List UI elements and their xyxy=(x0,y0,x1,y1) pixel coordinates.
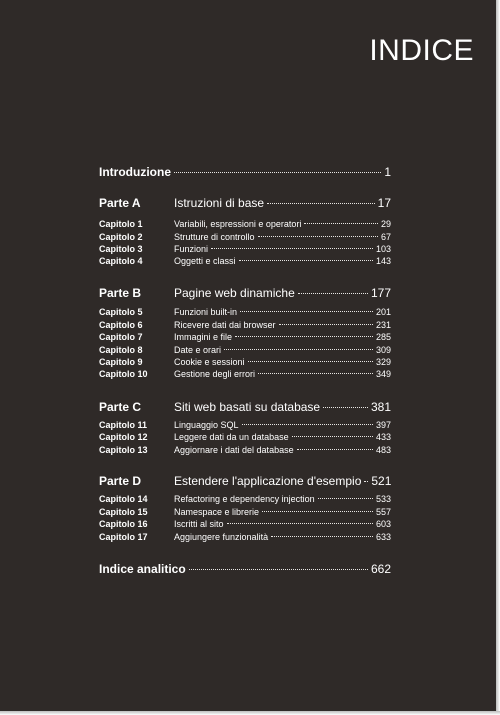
dot-leader xyxy=(211,248,373,249)
page-number: 143 xyxy=(375,256,391,266)
chapter-title: Gestione degli errori xyxy=(174,369,256,379)
toc-chapter xyxy=(99,307,391,317)
page-number: 177 xyxy=(370,286,391,300)
chapter-label: Capitolo 14 xyxy=(99,494,148,504)
dot-leader xyxy=(242,424,373,425)
chapter-title: Aggiornare i dati del database xyxy=(174,445,294,455)
part-title: Pagine web dinamiche xyxy=(174,286,295,300)
page-number: 67 xyxy=(380,232,391,242)
part-label: Parte A xyxy=(99,196,141,210)
chapter-label: Capitolo 6 xyxy=(99,320,143,330)
page-number: 483 xyxy=(375,445,391,455)
toc-part-a xyxy=(99,196,391,210)
dot-leader xyxy=(248,361,373,362)
page-number: 103 xyxy=(375,244,391,254)
dot-leader xyxy=(279,324,373,325)
toc-chapter xyxy=(99,345,391,355)
toc-chapter xyxy=(99,532,391,542)
chapter-title: Cookie e sessioni xyxy=(174,357,245,367)
dot-leader xyxy=(240,311,373,312)
chapter-label: Capitolo 16 xyxy=(99,519,148,529)
toc-chapter xyxy=(99,445,391,455)
toc-chapter xyxy=(99,507,391,517)
page-edge-shadow xyxy=(0,711,500,715)
chapter-label: Capitolo 17 xyxy=(99,532,148,542)
page-edge-shadow xyxy=(496,0,500,715)
page-number: 603 xyxy=(375,519,391,529)
page-number: 633 xyxy=(375,532,391,542)
dot-leader xyxy=(174,172,381,173)
chapter-title: Funzioni built-in xyxy=(174,307,238,317)
part-title: Istruzioni di base xyxy=(174,196,265,210)
chapter-label: Capitolo 7 xyxy=(99,332,143,342)
toc-chapter xyxy=(99,332,391,342)
dot-leader xyxy=(318,498,373,499)
toc-part-b xyxy=(99,286,391,300)
chapter-title: Aggiungere funzionalità xyxy=(174,532,269,542)
chapter-title: Namespace e librerie xyxy=(174,507,260,517)
part-title: Estendere l'applicazione d'esempio xyxy=(174,474,362,488)
page-number: 349 xyxy=(375,369,391,379)
dot-leader xyxy=(267,203,375,204)
page-number: 309 xyxy=(375,345,391,355)
page-number: 433 xyxy=(375,432,391,442)
dot-leader xyxy=(297,449,373,450)
page-number: 533 xyxy=(375,494,391,504)
toc-chapter xyxy=(99,420,391,430)
dot-leader xyxy=(298,293,368,294)
toc-chapter xyxy=(99,519,391,529)
chapter-label: Capitolo 1 xyxy=(99,219,143,229)
dot-leader xyxy=(364,481,368,482)
toc-chapter xyxy=(99,369,391,379)
chapter-label: Capitolo 9 xyxy=(99,357,143,367)
chapter-label: Capitolo 11 xyxy=(99,420,148,430)
chapter-label: Capitolo 8 xyxy=(99,345,143,355)
chapter-label: Capitolo 10 xyxy=(99,369,148,379)
dot-leader xyxy=(323,407,368,408)
chapter-title: Variabili, espressioni e operatori xyxy=(174,219,302,229)
dot-leader xyxy=(271,536,373,537)
part-label: Parte C xyxy=(99,400,142,414)
toc-chapter xyxy=(99,494,391,504)
page-number: 662 xyxy=(370,562,391,576)
chapter-title: Ricevere dati dai browser xyxy=(174,320,276,330)
chapter-title: Leggere dati da un database xyxy=(174,432,289,442)
page-number: 1 xyxy=(384,165,391,179)
index-label: Indice analitico xyxy=(99,562,186,576)
page-number: 381 xyxy=(370,400,391,414)
chapter-label: Capitolo 2 xyxy=(99,232,143,242)
toc-entry-intro xyxy=(99,165,391,179)
part-label: Parte D xyxy=(99,474,142,488)
page-number: 329 xyxy=(375,357,391,367)
page-number: 231 xyxy=(375,320,391,330)
chapter-title: Iscritti al sito xyxy=(174,519,224,529)
chapter-title: Date e orari xyxy=(174,345,222,355)
intro-label: Introduzione xyxy=(99,165,171,179)
page-number: 201 xyxy=(375,307,391,317)
page-number: 521 xyxy=(371,474,391,488)
chapter-label: Capitolo 12 xyxy=(99,432,148,442)
dot-leader xyxy=(258,373,373,374)
page-number: 285 xyxy=(375,332,391,342)
dot-leader xyxy=(239,260,373,261)
toc-chapter xyxy=(99,320,391,330)
part-title: Siti web basati su database xyxy=(174,400,321,414)
chapter-label: Capitolo 13 xyxy=(99,445,148,455)
dot-leader xyxy=(304,223,378,224)
chapter-label: Capitolo 5 xyxy=(99,307,143,317)
page-number: 557 xyxy=(375,507,391,517)
toc-chapter xyxy=(99,232,391,242)
dot-leader xyxy=(262,511,373,512)
chapter-label: Capitolo 3 xyxy=(99,244,143,254)
page-number: 17 xyxy=(377,196,391,210)
chapter-label: Capitolo 4 xyxy=(99,256,143,266)
toc-chapter xyxy=(99,432,391,442)
chapter-title: Immagini e file xyxy=(174,332,233,342)
dot-leader xyxy=(235,336,373,337)
chapter-title: Linguaggio SQL xyxy=(174,420,239,430)
part-label: Parte B xyxy=(99,286,142,300)
chapter-title: Refactoring e dependency injection xyxy=(174,494,315,504)
chapter-title: Funzioni xyxy=(174,244,209,254)
toc-chapter xyxy=(99,357,391,367)
chapter-label: Capitolo 15 xyxy=(99,507,148,517)
page-title: INDICE xyxy=(369,34,474,67)
toc-entry-index xyxy=(99,562,391,576)
toc-part-d xyxy=(99,474,391,488)
chapter-title: Oggetti e classi xyxy=(174,256,236,266)
dot-leader xyxy=(227,523,373,524)
dot-leader xyxy=(258,236,378,237)
toc-chapter xyxy=(99,219,391,229)
dot-leader xyxy=(224,349,373,350)
chapter-title: Strutture di controllo xyxy=(174,232,255,242)
page-number: 29 xyxy=(380,219,391,229)
toc-chapter xyxy=(99,256,391,266)
dot-leader xyxy=(189,569,368,570)
dot-leader xyxy=(292,436,373,437)
toc-part-c xyxy=(99,400,391,414)
toc-chapter xyxy=(99,244,391,254)
page-number: 397 xyxy=(375,420,391,430)
